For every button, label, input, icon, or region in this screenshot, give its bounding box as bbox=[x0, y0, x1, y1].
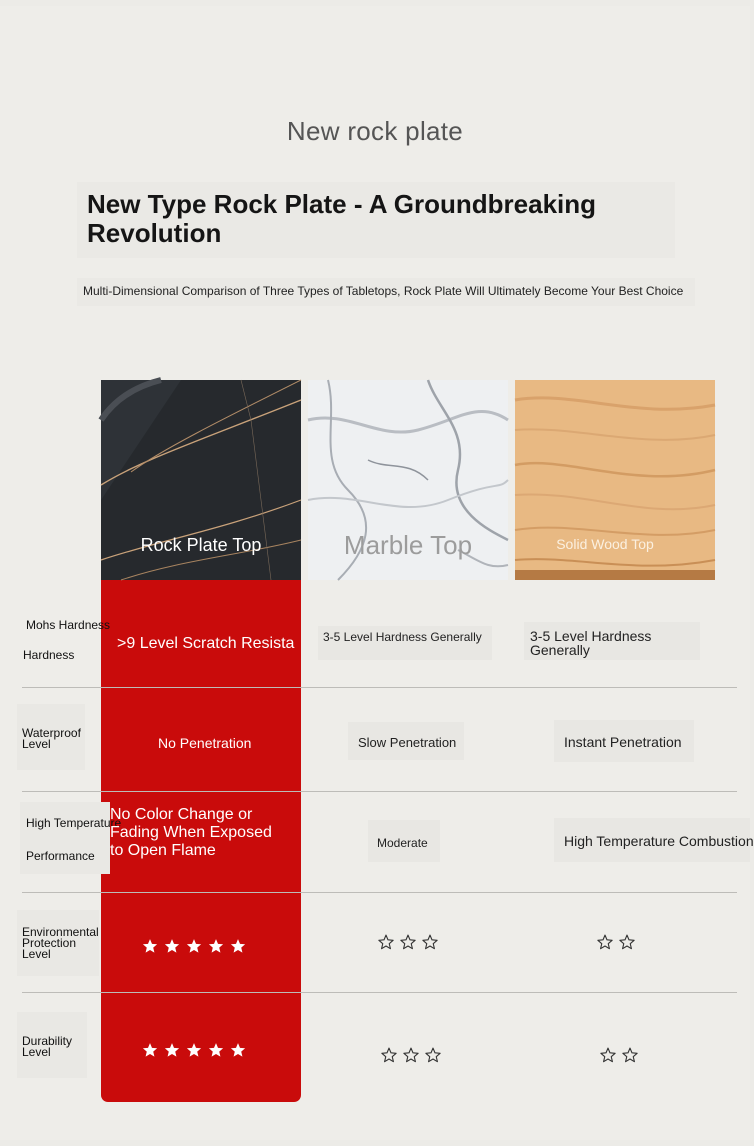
star-outline-icon bbox=[381, 1047, 397, 1063]
marble-environmental-rating bbox=[378, 934, 438, 950]
rock-plate-label: Rock Plate Top bbox=[140, 535, 262, 555]
star-outline-icon bbox=[403, 1047, 419, 1063]
wood-temp-value: High Temperature Combustion bbox=[554, 818, 750, 862]
marble-hardness-value: 3-5 Level Hardness Generally bbox=[318, 626, 492, 660]
marble-waterproof-value: Slow Penetration bbox=[348, 722, 464, 760]
star-filled-icon bbox=[230, 1042, 246, 1058]
star-outline-icon bbox=[422, 934, 438, 950]
star-filled-icon bbox=[142, 938, 158, 954]
rock-waterproof-value: No Penetration bbox=[158, 735, 252, 751]
row-divider bbox=[22, 992, 737, 993]
marble-temp-value: Moderate bbox=[368, 820, 440, 862]
row-label-performance: Performance bbox=[26, 849, 95, 863]
star-filled-icon bbox=[164, 938, 180, 954]
marble-tile bbox=[308, 380, 508, 580]
row-divider bbox=[22, 687, 737, 688]
row-divider bbox=[22, 791, 737, 792]
page-subtitle: Multi-Dimensional Comparison of Three Types of Tabletops, Rock Plate Will Ultimately Become Your Best Choice bbox=[83, 284, 684, 298]
row-label-high-temp: High Temperature bbox=[20, 802, 110, 874]
star-outline-icon bbox=[400, 934, 416, 950]
star-outline-icon bbox=[425, 1047, 441, 1063]
rock-environmental-rating bbox=[142, 938, 246, 954]
star-outline-icon bbox=[622, 1047, 638, 1063]
rock-plate-tile bbox=[101, 380, 301, 580]
rock-durability-rating bbox=[142, 1042, 246, 1058]
star-outline-icon bbox=[597, 934, 613, 950]
row-label-hardness: Hardness bbox=[23, 648, 75, 662]
marble-label: Marble Top bbox=[343, 530, 473, 560]
star-filled-icon bbox=[186, 938, 202, 954]
row-label-environmental: Environmental Protection Level bbox=[17, 910, 99, 976]
wood-durability-rating bbox=[600, 1047, 638, 1063]
star-filled-icon bbox=[208, 938, 224, 954]
row-label-mohs: Mohs Hardness bbox=[26, 618, 111, 632]
row-divider bbox=[22, 892, 737, 893]
star-outline-icon bbox=[600, 1047, 616, 1063]
rock-temp-value: No Color Change or Fading When Exposed to Open Flame bbox=[110, 806, 272, 859]
star-outline-icon bbox=[378, 934, 394, 950]
marble-durability-rating bbox=[381, 1047, 441, 1063]
row-label-durability: Durability Level bbox=[17, 1012, 87, 1078]
star-filled-icon bbox=[164, 1042, 180, 1058]
solid-wood-label: Solid Wood Top bbox=[556, 536, 654, 552]
section-kicker: New rock plate bbox=[286, 116, 464, 146]
row-label-waterproof: Waterproof Level bbox=[17, 704, 85, 770]
star-filled-icon bbox=[208, 1042, 224, 1058]
star-filled-icon bbox=[186, 1042, 202, 1058]
page-headline: New Type Rock Plate - A Groundbreaking Revolution bbox=[87, 189, 597, 248]
wood-waterproof-value: Instant Penetration bbox=[554, 720, 694, 762]
wood-hardness-value: 3-5 Level Hardness Generally bbox=[524, 622, 700, 660]
star-outline-icon bbox=[619, 934, 635, 950]
star-filled-icon bbox=[230, 938, 246, 954]
wood-environmental-rating bbox=[597, 934, 635, 950]
rock-hardness-value: >9 Level Scratch Resista bbox=[117, 635, 295, 652]
star-filled-icon bbox=[142, 1042, 158, 1058]
solid-wood-tile bbox=[515, 380, 715, 580]
